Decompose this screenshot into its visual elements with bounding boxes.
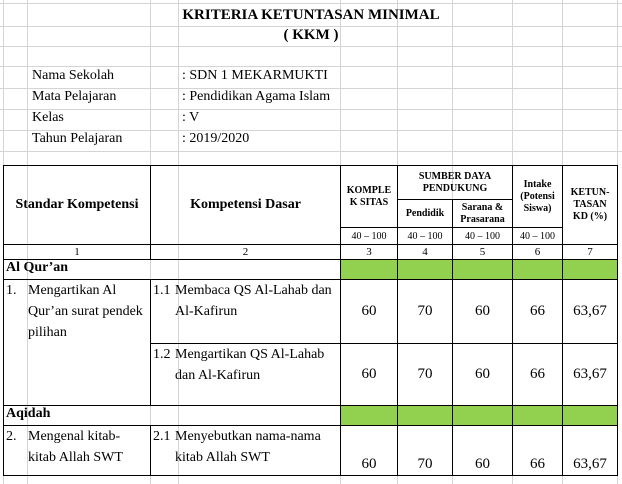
sk-text: Mengartikan Al Qur’an surat pendek pilihan xyxy=(28,283,143,340)
page-subtitle: ( KKM ) xyxy=(283,27,339,43)
section-fill xyxy=(513,406,563,426)
value-ketuntasan: 63,67 xyxy=(563,280,618,344)
section-fill xyxy=(563,260,618,280)
col-number: 4 xyxy=(398,245,453,260)
info-label-school: Nama Sekolah xyxy=(32,68,115,83)
header-kompleksitas: KOMPLE K SITAS xyxy=(341,166,398,228)
info-label-year: Tahun Pelajaran xyxy=(32,131,123,146)
sk-cell xyxy=(4,426,151,476)
section-fill xyxy=(453,260,513,280)
col-number: 1 xyxy=(4,245,151,260)
section-title: Aqidah xyxy=(4,406,341,426)
kd-text: Menyebutkan nama-nama kitab Allah SWT xyxy=(175,429,321,465)
kd-text: Membaca QS Al-Lahab dan Al-Kafirun xyxy=(175,283,332,319)
header-intake: Intake (Potensi Siswa) xyxy=(513,166,563,228)
info-value-subject: : Pendidikan Agama Islam xyxy=(182,89,331,104)
info-value-school: : SDN 1 MEKARMUKTI xyxy=(182,68,328,83)
col-number: 6 xyxy=(513,245,563,260)
gridline xyxy=(0,151,622,152)
section-fill xyxy=(341,260,398,280)
kd-number: 2.1 xyxy=(153,429,171,444)
info-label-class: Kelas xyxy=(32,110,64,125)
range-sarana: 40 – 100 xyxy=(453,228,513,245)
section-title: Al Qur’an xyxy=(4,260,341,280)
info-value-year: : 2019/2020 xyxy=(182,131,250,146)
page-title: KRITERIA KETUNTASAN MINIMAL xyxy=(182,7,440,23)
col-number: 7 xyxy=(563,245,618,260)
col-number: 3 xyxy=(341,245,398,260)
gridline xyxy=(0,46,622,47)
header-kd: Kompetensi Dasar xyxy=(151,166,341,245)
section-fill xyxy=(398,406,453,426)
sk-number: 1. xyxy=(6,283,17,298)
section-fill xyxy=(453,406,513,426)
info-label-subject: Mata Pelajaran xyxy=(32,89,117,104)
header-sarana: Sarana & Prasarana xyxy=(453,200,513,228)
value-pendidik: 70 xyxy=(398,344,453,406)
value-sarana: 60 xyxy=(453,426,513,476)
value-kompleksitas: 60 xyxy=(341,344,398,406)
info-value-class: : V xyxy=(182,110,200,125)
value-pendidik: 70 xyxy=(398,280,453,344)
range-intake: 40 – 100 xyxy=(513,228,563,245)
range-kompleksitas: 40 – 100 xyxy=(341,228,398,245)
kd-cell xyxy=(151,426,341,476)
value-ketuntasan: 63,67 xyxy=(563,426,618,476)
header-pendidik: Pendidik xyxy=(398,200,453,228)
range-pendidik: 40 – 100 xyxy=(398,228,453,245)
kd-number: 1.1 xyxy=(153,283,171,298)
section-fill xyxy=(398,260,453,280)
value-intake: 66 xyxy=(513,344,563,406)
value-kompleksitas: 60 xyxy=(341,426,398,476)
value-pendidik: 70 xyxy=(398,426,453,476)
sk-text: Mengenal kitab-kitab Allah SWT xyxy=(28,429,123,465)
kd-cell xyxy=(151,344,341,406)
header-sumber-daya: SUMBER DAYA PENDUKUNG xyxy=(398,166,513,200)
kkm-table xyxy=(3,165,618,476)
gridline xyxy=(0,66,622,67)
header-sk: Standar Kompetensi xyxy=(4,166,151,245)
value-ketuntasan: 63,67 xyxy=(563,344,618,406)
section-fill xyxy=(563,406,618,426)
top-strip xyxy=(0,0,622,4)
value-intake: 66 xyxy=(513,426,563,476)
kd-text: Mengartikan QS Al-Lahab dan Al-Kafirun xyxy=(175,347,325,383)
col-number: 5 xyxy=(453,245,513,260)
section-fill xyxy=(341,406,398,426)
kd-number: 1.2 xyxy=(153,347,171,362)
sk-cell xyxy=(4,280,151,406)
kd-cell xyxy=(151,280,341,344)
header-ketuntasan: KETUN-TASAN KD (%) xyxy=(563,166,618,245)
sk-number: 2. xyxy=(6,429,17,444)
section-fill xyxy=(513,260,563,280)
value-intake: 66 xyxy=(513,280,563,344)
value-sarana: 60 xyxy=(453,280,513,344)
value-kompleksitas: 60 xyxy=(341,280,398,344)
value-sarana: 60 xyxy=(453,344,513,406)
gridline xyxy=(0,109,622,110)
col-number: 2 xyxy=(151,245,341,260)
